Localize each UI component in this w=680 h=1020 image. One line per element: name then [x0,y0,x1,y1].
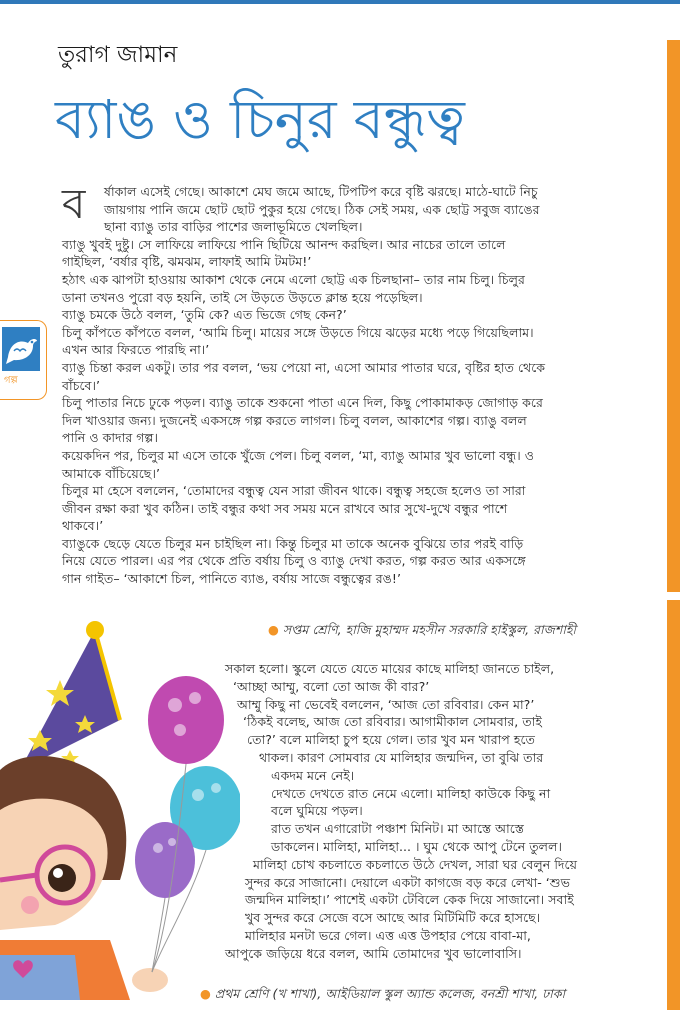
story-one-credit [268,622,576,642]
story-line: গাইছিল, ‘বর্ষার বৃষ্টি, ঝমঝম, লাফাই আমি টমটম!’ [62,254,312,270]
bullet-dot-icon: ● [268,622,279,637]
story-line: তো?’ বলে মালিহা চুপ হয়ে গেল। তার খুব মন খারাপ হতে [247,732,535,748]
credit-text: প্রথম শ্রেণি (খ শাখা), আইডিয়াল স্কুল অ্যান্ড কলেজ, বনশ্রী শাখা, ঢাকা [214,986,566,1001]
story-line: ছানা ব্যাঙু তার বাড়ির পাশের জলাভূমিতে খেলছিল। [104,219,363,235]
story-line: ডানা তখনও পুরো বড় হয়নি, তাই সে উড়তে উড়তে ক্লান্ত হয়ে পড়েছিল। [62,289,423,305]
story-line: কয়েকদিন পর, চিলুর মা এসে তাকে খুঁজে পেল। চিলু বলল, ‘মা, ব্যাঙু আমার খুব ভালো বন্ধু। ও [62,447,534,463]
story-line: ব্যাঙুকে ছেড়ে যেতে চিলুর মন চাইছিল না। কিন্তু চিলুর মা তাকে অনেক বুঝিয়ে তার পরই বাড়ি [62,535,524,551]
balloon-pink [148,676,224,764]
story-line: সকাল হলো। স্কুলে যেতে যেতে মায়ের কাছে মালিহা জানতে চাইল, [225,661,555,676]
story-two-body [225,660,655,963]
story-line: সুন্দর করে সাজানো। দেয়ালে একটা কাগজে বড় করে লেখা- ‘শুভ [245,874,570,890]
story-line: ডাকলেন। মালিহা, মালিহা... । ঘুম থেকে আপু টেনে তুলল। [271,838,562,854]
story-title: ব্যাঙ ও চিনুর বন্ধুত্ব [55,88,465,151]
story-line: মালিহা চোখ কচলাতে কচলাতে উঠে দেখল, সারা ঘর বেলুন দিয়ে [253,856,578,872]
right-accent-bar [667,40,680,592]
story-line: নিয়ে যেতে পারল। এর পর থেকে প্রতি বর্ষায় চিলু ও ব্যাঙু দেখা করত, গল্প করত আর একসঙ্গে [62,553,526,569]
overalls [0,955,80,1000]
story-line: র্ষাকাল এসেই গেছে। আকাশে মেঘ জমে আছে, টিপটিপ করে বৃষ্টি ঝরছে। মাঠে-ঘাটে নিচু [104,184,538,199]
birthday-girl-illustration [0,620,240,1000]
story-line: আপুকে জড়িয়ে ধরে বলল, আমি তোমাদের খুব ভালোবাসি। [225,945,522,961]
story-line: একদম মনে নেই। [271,767,355,783]
section-tab-label: গল্প [4,375,18,386]
bird-icon [2,327,40,371]
story-line: রাত তখন এগারোটা পঞ্চাশ মিনিট। মা আস্তে আস্তে [271,821,524,837]
story-line: আমাকে বাঁচিয়েছে।’ [62,465,160,481]
right-accent-bar-lower [667,600,680,1010]
story-line: মালিহার মনটা ভরে গেল। এত্ত এত্ত উপহার পেয়ে বাবা-মা, [245,927,531,943]
story-line: দেখতে দেখতে রাত নেমে এলো। মালিহা কাউকে কিছু না [271,785,551,801]
top-rule [0,0,680,4]
story-line: চিলু কাঁপতে কাঁপতে বলল, ‘আমি চিলু। মায়ের সঙ্গে উড়তে গিয়ে ঝড়ের মধ্যে পড়ে গিয়েছিলাম। [62,324,534,340]
story-line: জন্মদিন মালিহা।’ পাশেই একটা টেবিলে কেক দিয়ে সাজানো। সবাই [245,892,574,908]
story-line: গান গাইত– ‘আকাশে চিল, পানিতে ব্যাঙ, বর্ষায় সাজে বন্ধুত্বের রঙ!’ [62,571,401,587]
story-line: ‘ঠিকই বলেছ, আজ তো রবিবার। আগামীকাল সোমবার, তাই [243,714,542,730]
story-line: পানি ও কাদার গল্প। [62,430,159,446]
story-line: আম্মু কিছু না ভেবেই বললেন, ‘আজ তো রবিবার। কেন মা?’ [237,696,535,712]
story-two-credit [200,986,565,1006]
story-line: খুব সুন্দর করে সেজে বসে আছে আর মিটিমিটি করে হাসছে। [245,910,541,926]
bullet-dot-icon: ● [200,986,211,1001]
credit-text: সপ্তম শ্রেণি, হাজি মুহাম্মদ মহসীন সরকারি হাইস্কুল, রাজশাহী [282,622,576,637]
story-line: থাকবে।’ [62,518,104,534]
story-line: ব্যাঙু চিন্তা করল একটু। তার পর বলল, ‘ভয় পেয়ো না, এসো আমার পাতার ঘরে, বৃষ্টির হাত থেকে [62,359,546,375]
story-line: জীবন রক্ষা করা খুব কঠিন। তাই বন্ধুর কথা সব সময় মনে রাখবে আর সুখে-দুখে বন্ধুর পাশে [62,500,508,516]
story-line: বাঁচবে।’ [62,377,101,393]
story-line: চিলু পাতার নিচে ঢুকে পড়ল। ব্যাঙু তাকে শুকনো পাতা এনে দিল, কিছু পোকামাকড় জোগাড় করে [62,395,543,411]
story-one-body [62,183,642,588]
story-line: বলে ঘুমিয়ে পড়ল। [271,803,363,819]
story-line: ‘আচ্ছা আম্মু, বলো তো আজ কী বার?’ [233,678,430,694]
story-line: জায়গায় পানি জমে ছোট ছোট পুকুর হয়ে গেছে। ঠিক সেই সময়, এক ছোট্ট সবুজ ব্যাঙের [104,201,540,217]
story-line: দিল খাওয়ার জন্য। দুজনেই একসঙ্গে গল্প করতে লাগল। চিলু বলল, আকাশের গল্প। ব্যাঙু বলল [62,412,527,428]
section-tab [0,320,47,400]
story-line: চিলুর মা হেসে বললেন, ‘তোমাদের বন্ধুত্ব যেন সারা জীবন থাকে। বন্ধুত্ব সহজে হলেও তা সারা [62,483,526,499]
story-line: ব্যাঙু খুবই দুষ্টু। সে লাফিয়ে লাফিয়ে পানি ছিটিয়ে আনন্দ করছিল। আর নাচের তালে তালে [62,236,506,252]
story-line: থাকল। কারণ সোমবার যে মালিহার জন্মদিন, তা বুঝি তার [259,749,544,765]
balloon-purple [135,822,195,898]
story-line: এখন আর ফিরতে পারছি না।’ [62,342,210,358]
story-line: হঠাৎ এক ঝাপটা হাওয়ায় আকাশ থেকে নেমে এলো ছোট্ট এক চিলছানা– তার নাম চিলু। চিলুর [62,271,525,287]
drop-cap: ব [62,179,86,228]
story-line: ব্যাঙু চমকে উঠে বলল, ‘তুমি কে? এত ভিজে গেছ কেন?’ [62,307,347,323]
author-name: তুরাগ জামান [58,42,178,68]
